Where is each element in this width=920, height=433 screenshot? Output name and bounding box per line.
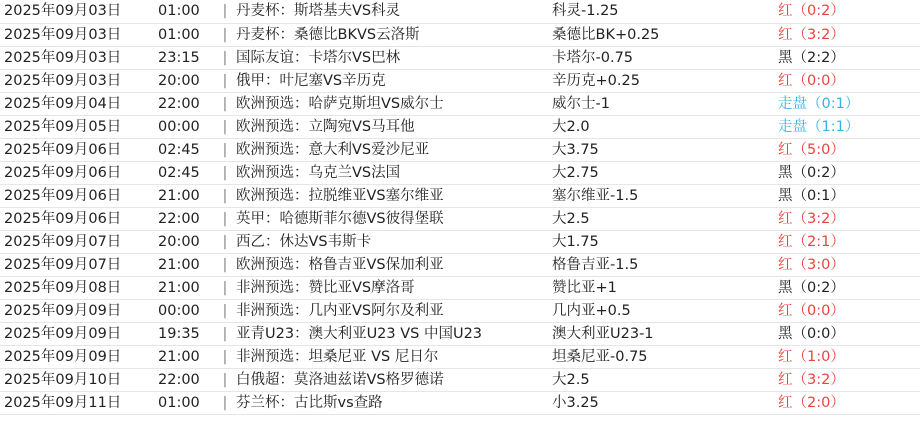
match-pick: 大2.75 xyxy=(548,161,774,184)
match-time: 22:00 xyxy=(154,368,216,391)
table-row xyxy=(0,161,920,184)
match-pick: 坦桑尼亚-0.75 xyxy=(548,345,774,368)
match-result: 黑（0:1） xyxy=(774,184,920,207)
match-date: 2025年09月05日 xyxy=(0,115,154,138)
table-row xyxy=(0,69,920,92)
table-row xyxy=(0,184,920,207)
match-name: 英甲：哈德斯菲尔德VS彼得堡联 xyxy=(232,207,548,230)
match-date: 2025年09月06日 xyxy=(0,207,154,230)
match-result: 红（3:0） xyxy=(774,253,920,276)
match-pick: 辛历克+0.25 xyxy=(548,69,774,92)
column-separator: | xyxy=(216,230,232,253)
match-pick: 卡塔尔-0.75 xyxy=(548,46,774,69)
match-pick: 塞尔维亚-1.5 xyxy=(548,184,774,207)
match-time: 19:35 xyxy=(154,322,216,345)
match-time: 02:45 xyxy=(154,161,216,184)
match-name: 亚青U23：澳大利亚U23 VS 中国U23 xyxy=(232,322,548,345)
column-separator: | xyxy=(216,299,232,322)
match-name: 欧洲预选：立陶宛VS马耳他 xyxy=(232,115,548,138)
table-row xyxy=(0,138,920,161)
column-separator: | xyxy=(216,276,232,299)
match-name: 欧洲预选：乌克兰VS法国 xyxy=(232,161,548,184)
match-time: 21:00 xyxy=(154,276,216,299)
match-result: 黑（0:2） xyxy=(774,276,920,299)
match-date: 2025年09月08日 xyxy=(0,276,154,299)
match-time: 01:00 xyxy=(154,23,216,46)
match-time: 01:00 xyxy=(154,391,216,414)
match-pick: 大2.5 xyxy=(548,207,774,230)
match-date: 2025年09月07日 xyxy=(0,253,154,276)
column-separator: | xyxy=(216,115,232,138)
table-row xyxy=(0,322,920,345)
match-date: 2025年09月09日 xyxy=(0,345,154,368)
column-separator: | xyxy=(216,138,232,161)
match-pick: 大2.5 xyxy=(548,368,774,391)
match-pick: 大1.75 xyxy=(548,230,774,253)
table-row xyxy=(0,368,920,391)
table-row xyxy=(0,253,920,276)
column-separator: | xyxy=(216,207,232,230)
table-row xyxy=(0,0,920,23)
match-time: 00:00 xyxy=(154,299,216,322)
match-date: 2025年09月10日 xyxy=(0,368,154,391)
match-date: 2025年09月11日 xyxy=(0,391,154,414)
match-pick: 桑德比BK+0.25 xyxy=(548,23,774,46)
match-time: 21:00 xyxy=(154,184,216,207)
match-result: 红（0:0） xyxy=(774,299,920,322)
match-result: 走盘（1:1） xyxy=(774,115,920,138)
table-row xyxy=(0,276,920,299)
match-pick: 大2.0 xyxy=(548,115,774,138)
column-separator: | xyxy=(216,253,232,276)
column-separator: | xyxy=(216,23,232,46)
match-pick: 小3.25 xyxy=(548,391,774,414)
column-separator: | xyxy=(216,345,232,368)
table-row xyxy=(0,23,920,46)
match-result: 黑（2:2） xyxy=(774,46,920,69)
match-pick: 大3.75 xyxy=(548,138,774,161)
match-name: 国际友谊：卡塔尔VS巴林 xyxy=(232,46,548,69)
table-row xyxy=(0,391,920,414)
match-result: 红（3:2） xyxy=(774,207,920,230)
column-separator: | xyxy=(216,161,232,184)
match-result: 红（0:0） xyxy=(774,69,920,92)
match-result: 红（3:2） xyxy=(774,23,920,46)
match-date: 2025年09月04日 xyxy=(0,92,154,115)
match-result: 红（2:0） xyxy=(774,391,920,414)
match-time: 02:45 xyxy=(154,138,216,161)
match-name: 欧洲预选：格鲁吉亚VS保加利亚 xyxy=(232,253,548,276)
match-date: 2025年09月07日 xyxy=(0,230,154,253)
match-name: 俄甲：叶尼塞VS辛历克 xyxy=(232,69,548,92)
match-result: 红（2:1） xyxy=(774,230,920,253)
match-time: 20:00 xyxy=(154,69,216,92)
match-result: 红（3:2） xyxy=(774,368,920,391)
match-name: 非洲预选：坦桑尼亚 VS 尼日尔 xyxy=(232,345,548,368)
match-name: 欧洲预选：哈萨克斯坦VS威尔士 xyxy=(232,92,548,115)
match-pick: 格鲁吉亚-1.5 xyxy=(548,253,774,276)
match-time: 23:15 xyxy=(154,46,216,69)
match-time: 21:00 xyxy=(154,345,216,368)
table-row xyxy=(0,92,920,115)
match-name: 非洲预选：几内亚VS阿尔及利亚 xyxy=(232,299,548,322)
table-row xyxy=(0,230,920,253)
match-result: 红（0:2） xyxy=(774,0,920,23)
column-separator: | xyxy=(216,184,232,207)
match-date: 2025年09月06日 xyxy=(0,184,154,207)
match-name: 欧洲预选：意大利VS爱沙尼亚 xyxy=(232,138,548,161)
column-separator: | xyxy=(216,46,232,69)
match-result: 黑（0:0） xyxy=(774,322,920,345)
match-name: 非洲预选：赞比亚VS摩洛哥 xyxy=(232,276,548,299)
match-date: 2025年09月03日 xyxy=(0,23,154,46)
match-name: 丹麦杯：斯塔基夫VS科灵 xyxy=(232,0,548,23)
match-name: 西乙：休达VS韦斯卡 xyxy=(232,230,548,253)
column-separator: | xyxy=(216,0,232,23)
column-separator: | xyxy=(216,368,232,391)
match-date: 2025年09月09日 xyxy=(0,299,154,322)
match-date: 2025年09月06日 xyxy=(0,161,154,184)
match-result: 红（1:0） xyxy=(774,345,920,368)
match-time: 22:00 xyxy=(154,207,216,230)
column-separator: | xyxy=(216,69,232,92)
column-separator: | xyxy=(216,92,232,115)
match-date: 2025年09月09日 xyxy=(0,322,154,345)
match-pick: 威尔士-1 xyxy=(548,92,774,115)
column-separator: | xyxy=(216,322,232,345)
match-pick: 澳大利亚U23-1 xyxy=(548,322,774,345)
match-result: 走盘（0:1） xyxy=(774,92,920,115)
match-time: 21:00 xyxy=(154,253,216,276)
match-pick: 赞比亚+1 xyxy=(548,276,774,299)
match-time: 00:00 xyxy=(154,115,216,138)
match-date: 2025年09月06日 xyxy=(0,138,154,161)
match-time: 01:00 xyxy=(154,0,216,23)
match-date: 2025年09月03日 xyxy=(0,0,154,23)
table-row xyxy=(0,345,920,368)
table-row xyxy=(0,115,920,138)
column-separator: | xyxy=(216,391,232,414)
match-result: 黑（0:2） xyxy=(774,161,920,184)
match-pick: 科灵-1.25 xyxy=(548,0,774,23)
table-row xyxy=(0,46,920,69)
match-date: 2025年09月03日 xyxy=(0,46,154,69)
match-name: 丹麦杯：桑德比BKVS云洛斯 xyxy=(232,23,548,46)
match-name: 白俄超：莫洛迪兹诺VS格罗德诺 xyxy=(232,368,548,391)
table-row xyxy=(0,207,920,230)
match-name: 欧洲预选：拉脱维亚VS塞尔维亚 xyxy=(232,184,548,207)
match-time: 22:00 xyxy=(154,92,216,115)
match-name: 芬兰杯：古比斯vs查路 xyxy=(232,391,548,414)
match-pick: 几内亚+0.5 xyxy=(548,299,774,322)
match-time: 20:00 xyxy=(154,230,216,253)
match-date: 2025年09月03日 xyxy=(0,69,154,92)
table-row xyxy=(0,299,920,322)
match-result: 红（5:0） xyxy=(774,138,920,161)
